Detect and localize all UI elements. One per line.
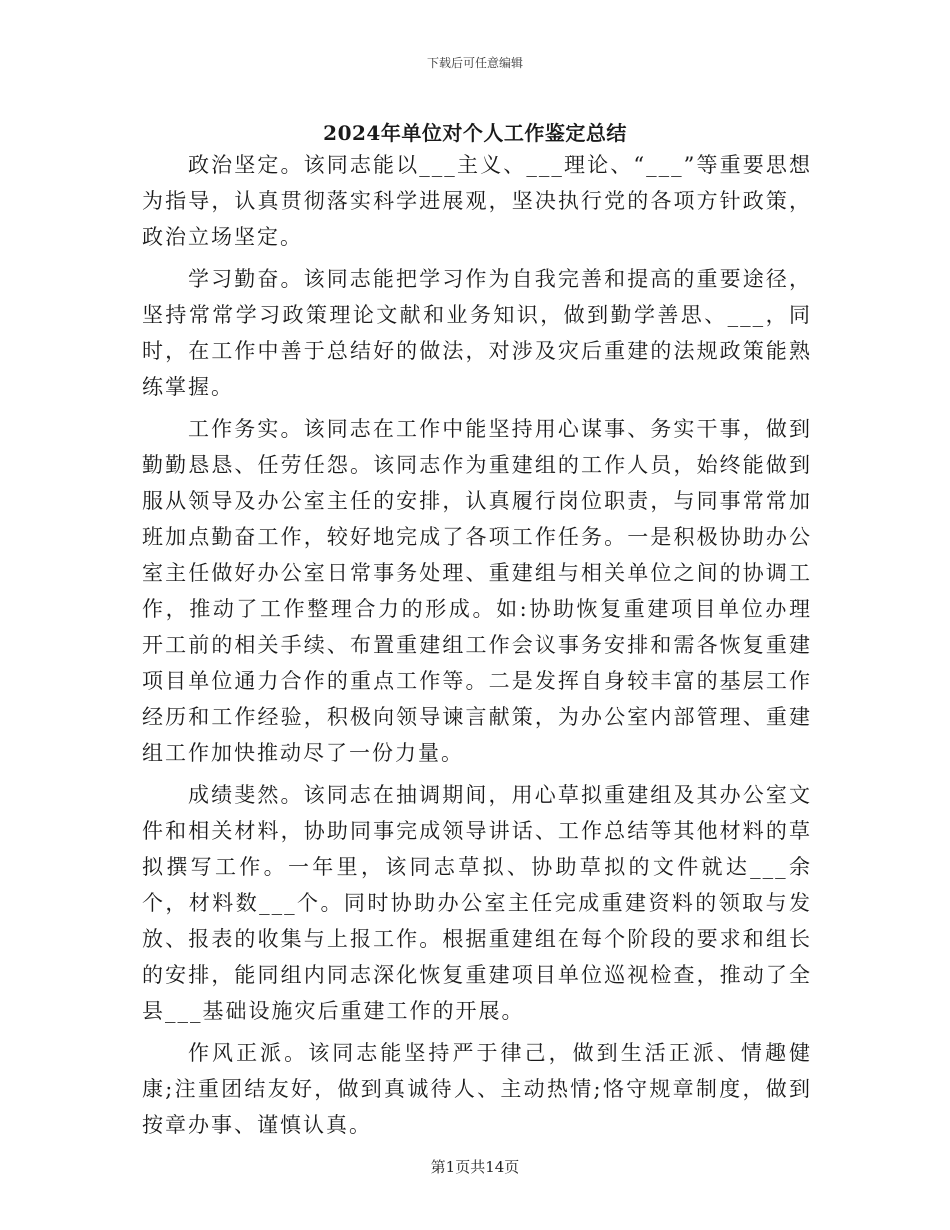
page-footer: 第1页共14页 (430, 1158, 520, 1176)
paragraph-conduct: 作风正派。该同志能坚持严于律己，做到生活正派、情趣健康;注重团结友好，做到真诚待人、主动热情;恪守规章制度，做到按章办事、谨慎认真。 (142, 1041, 812, 1137)
paragraph-study: 学习勤奋。该同志能把学习作为自我完善和提高的重要途径，坚持常常学习政策理论文献和业务知识，做到勤学善思、___，同时，在工作中善于总结好的做法，对涉及灾后重建的法规政策能熟练掌握。 (142, 267, 812, 399)
header-note: 下载后可任意编辑 (426, 56, 523, 70)
document-title: 2024年单位对个人工作鉴定总结 (323, 121, 627, 145)
paragraph-achievements: 成绩斐然。该同志在抽调期间，用心草拟重建组及其办公室文件和相关材料，协助同事完成领导讲话、工作总结等其他材料的草拟撰写工作。一年里，该同志草拟、协助草拟的文件就达___余个，材料数___个。同时协助办公室主任完成重建资料的领取与发放、报表的收集与上报工作。根据重建组在每个阶段的要求和组长的安排，能同组内同志深化恢复重建项目单位巡视检查，推动了全县___基础设施灾后重建工作的开展。 (142, 783, 812, 1023)
document-body (142, 147, 812, 1149)
paragraph-work: 工作务实。该同志在工作中能坚持用心谋事、务实干事，做到勤勤恳恳、任劳任怨。该同志作为重建组的工作人员，始终能做到服从领导及办公室主任的安排，认真履行岗位职责，与同事常常加班加点勤奋工作，较好地完成了各项工作任务。一是积极协助办公室主任做好办公室日常事务处理、重建组与相关单位之间的协调工作，推动了工作整理合力的形成。如:协助恢复重建项目单位办理开工前的相关手续、布置重建组工作会议事务安排和需各恢复重建项目单位通力合作的重点工作等。二是发挥自身较丰富的基层工作经历和工作经验，积极向领导谏言献策，为办公室内部管理、重建组工作加快推动尽了一份力量。 (142, 417, 812, 765)
paragraph-political: 政治坚定。该同志能以___主义、___理论、“___”等重要思想为指导，认真贯彻落实科学进展观，坚决执行党的各项方针政策，政治立场坚定。 (142, 153, 812, 249)
